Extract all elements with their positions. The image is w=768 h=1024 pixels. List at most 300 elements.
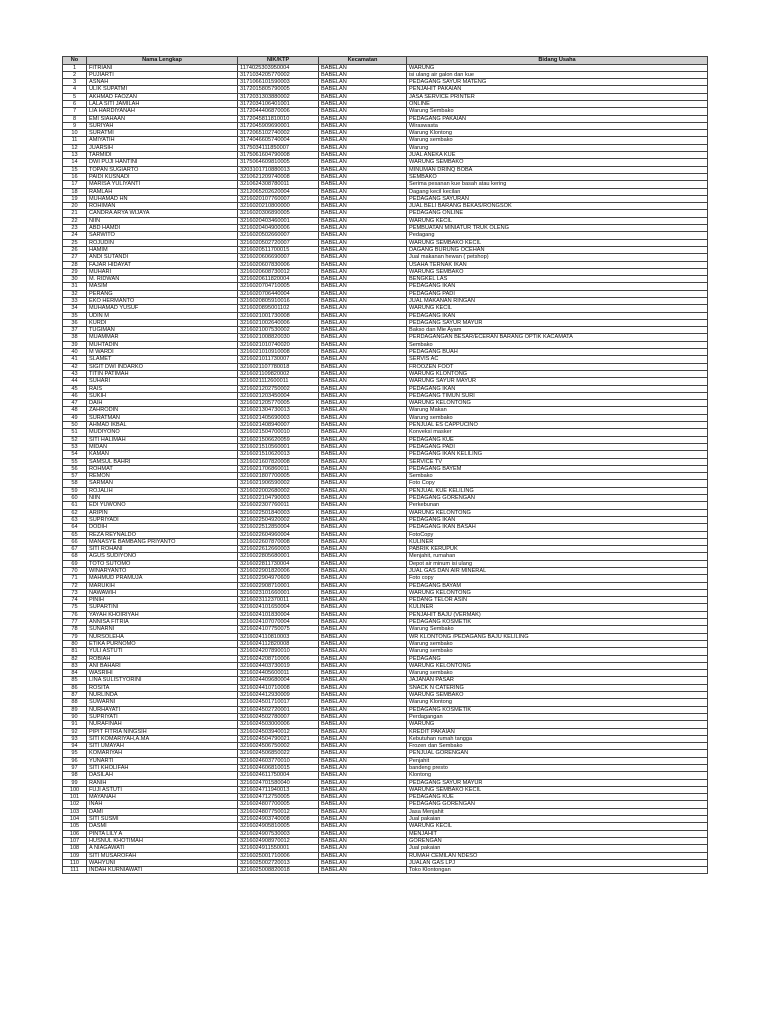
cell-nik-ktp: 3216024905810005 [238,823,319,830]
cell-nama-lengkap: MUHTADIN [87,341,238,348]
cell-nama-lengkap: LINA SULISTYORINI [87,677,238,684]
cell-nama-lengkap: SUHARI [87,378,238,385]
cell-bidang-usaha: Perdagangan [407,713,708,720]
table-row [63,743,708,750]
cell-bidang-usaha: JAJANAN PASAR [407,677,708,684]
cell-no: 53 [63,443,87,450]
table-row [63,152,708,159]
cell-nama-lengkap: HUSNUL KHOTIMAH [87,837,238,844]
table-row [63,845,708,852]
cell-kecamatan: BABELAN [319,115,407,122]
cell-bidang-usaha: WARUNG KECIL [407,823,708,830]
cell-no: 100 [63,786,87,793]
cell-no: 15 [63,166,87,173]
cell-bidang-usaha: PEDAGANG IKAN [407,385,708,392]
cell-nama-lengkap: DASILAH [87,772,238,779]
table-row [63,64,708,71]
cell-bidang-usaha: SERVIS AC [407,356,708,363]
cell-kecamatan: BABELAN [319,567,407,574]
table-row [63,268,708,275]
cell-nama-lengkap: TOTO SUTOMO [87,560,238,567]
cell-nama-lengkap: NIIN [87,217,238,224]
cell-nama-lengkap: PIPIT FITRIA NINGSIH [87,728,238,735]
cell-nik-ktp: 3216024208710006 [238,655,319,662]
cell-nik-ktp: 3216021109820002 [238,370,319,377]
cell-bidang-usaha: WARUNG KLONTONG [407,370,708,377]
cell-kecamatan: BABELAN [319,414,407,421]
cell-no: 35 [63,312,87,319]
cell-kecamatan: BABELAN [319,334,407,341]
table-row [63,246,708,253]
spreadsheet-sheet [62,56,707,874]
cell-no: 87 [63,692,87,699]
table-row [63,582,708,589]
cell-no: 61 [63,502,87,509]
cell-bidang-usaha: PEDAGANG PADI [407,290,708,297]
cell-kecamatan: BABELAN [319,210,407,217]
cell-bidang-usaha: Warung Sembako [407,626,708,633]
table-row [63,670,708,677]
cell-nama-lengkap: SIGIT DWI INDARKO [87,363,238,370]
cell-kecamatan: BABELAN [319,363,407,370]
table-row [63,728,708,735]
cell-nama-lengkap: MUHARI [87,268,238,275]
table-row [63,166,708,173]
cell-kecamatan: BABELAN [319,429,407,436]
cell-nama-lengkap: PERANG [87,290,238,297]
cell-bidang-usaha: WARUNG SEMBAKO KECIL [407,239,708,246]
cell-kecamatan: BABELAN [319,867,407,874]
table-row [63,319,708,326]
cell-kecamatan: BABELAN [319,436,407,443]
cell-nama-lengkap: TUGIMAN [87,327,238,334]
cell-nama-lengkap: SUNARNI [87,626,238,633]
cell-bidang-usaha: PEDAGANG BAYEM [407,465,708,472]
cell-kecamatan: BABELAN [319,619,407,626]
cell-nik-ktp: 3216021001730008 [238,312,319,319]
cell-nik-ktp: 3216021010910008 [238,349,319,356]
cell-nama-lengkap: M WARDI [87,349,238,356]
cell-kecamatan: BABELAN [319,706,407,713]
table-row [63,655,708,662]
cell-bidang-usaha: Jual pakaian [407,816,708,823]
cell-kecamatan: BABELAN [319,181,407,188]
cell-nama-lengkap: WASRIHI [87,670,238,677]
cell-kecamatan: BABELAN [319,312,407,319]
cell-no: 98 [63,772,87,779]
cell-nama-lengkap: MAHMUD PRAMUJA [87,575,238,582]
cell-bidang-usaha: Sembako [407,473,708,480]
cell-nik-ktp: 3172065102740002 [238,130,319,137]
cell-nik-ktp: 3216020210800000 [238,203,319,210]
table-row [63,349,708,356]
cell-bidang-usaha: PEDAGANG IKAN [407,516,708,523]
cell-nama-lengkap: DAIH [87,400,238,407]
cell-no: 73 [63,589,87,596]
cell-no: 65 [63,531,87,538]
cell-no: 69 [63,560,87,567]
cell-nik-ktp: 3216023101660001 [238,589,319,596]
cell-bidang-usaha: FotoCopy [407,531,708,538]
cell-nik-ktp: 3216020608730012 [238,268,319,275]
cell-kecamatan: BABELAN [319,816,407,823]
cell-kecamatan: BABELAN [319,648,407,655]
cell-nik-ktp: 3216024611750004 [238,772,319,779]
cell-nama-lengkap: EKO HERMANTO [87,298,238,305]
cell-nik-ktp: 3216024503940012 [238,728,319,735]
cell-no: 75 [63,604,87,611]
table-row [63,546,708,553]
cell-bidang-usaha: WARUNG [407,721,708,728]
cell-nik-ktp: 3175034111850007 [238,144,319,151]
table-row [63,516,708,523]
cell-bidang-usaha: Warung sembako [407,670,708,677]
cell-nama-lengkap: SITI HALIMAH [87,436,238,443]
cell-no: 89 [63,706,87,713]
cell-bidang-usaha: PEDAGANG SAYUR MAYUR [407,319,708,326]
cell-nik-ktp: 3216025001710006 [238,852,319,859]
cell-nik-ktp: 3216020607830006 [238,261,319,268]
cell-nama-lengkap: MUHAMAD YUSUF [87,305,238,312]
header-nama-lengkap: Nama Lengkap [87,57,238,65]
table-row [63,188,708,195]
cell-no: 72 [63,582,87,589]
cell-no: 60 [63,495,87,502]
cell-nama-lengkap: WAHYUNI [87,859,238,866]
cell-nama-lengkap: SITI UMAYAH [87,743,238,750]
cell-nama-lengkap: MARISA YULIYANTI [87,181,238,188]
cell-bidang-usaha: PEDAGANG SAYUR MATENG [407,79,708,86]
cell-nik-ktp: 3216020511700015 [238,246,319,253]
cell-bidang-usaha: JUALAN GAS LPJ [407,859,708,866]
cell-bidang-usaha: Perkebunan [407,502,708,509]
table-row [63,451,708,458]
cell-nama-lengkap: REMON [87,473,238,480]
cell-no: 55 [63,458,87,465]
table-row [63,597,708,604]
cell-kecamatan: BABELAN [319,458,407,465]
cell-nik-ktp: 3216021007530002 [238,327,319,334]
cell-no: 46 [63,392,87,399]
cell-nama-lengkap: CANDRA ARYA WIJAYA [87,210,238,217]
cell-nik-ktp: 3216025008820018 [238,867,319,874]
table-row [63,772,708,779]
cell-bidang-usaha: KULINER [407,604,708,611]
table-row [63,692,708,699]
cell-kecamatan: BABELAN [319,801,407,808]
cell-kecamatan: BABELAN [319,502,407,509]
cell-kecamatan: BABELAN [319,808,407,815]
cell-nama-lengkap: ROJUDIN [87,239,238,246]
cell-nik-ktp: 3172044406870006 [238,108,319,115]
cell-bidang-usaha: PEDAGANG IKAN [407,312,708,319]
table-row [63,611,708,618]
cell-no: 50 [63,422,87,429]
table-row [63,560,708,567]
cell-nama-lengkap: SITI KHOLIFAH [87,765,238,772]
cell-bidang-usaha: WARUNG KELONTONG [407,662,708,669]
cell-bidang-usaha: Depot air minum isi ulang [407,560,708,567]
cell-bidang-usaha: FROOZEN FOOT [407,363,708,370]
cell-nama-lengkap: ASNAH [87,79,238,86]
cell-kecamatan: BABELAN [319,378,407,385]
cell-kecamatan: BABELAN [319,670,407,677]
cell-nik-ktp: 3216024409680004 [238,677,319,684]
cell-bidang-usaha: PEDAGANG KOSMETIK [407,619,708,626]
cell-nik-ktp: 3216022504920002 [238,516,319,523]
table-row [63,713,708,720]
cell-nik-ktp: 3216021002640006 [238,319,319,326]
cell-kecamatan: BABELAN [319,195,407,202]
cell-nama-lengkap: TITIN PATIMAH [87,370,238,377]
cell-kecamatan: BABELAN [319,370,407,377]
cell-nik-ktp: 3216021906590002 [238,480,319,487]
cell-no: 26 [63,246,87,253]
cell-nama-lengkap: A NIAGAWATI [87,845,238,852]
header-kecamatan: Kecamatan [319,57,407,65]
cell-no: 51 [63,429,87,436]
cell-nik-ktp: 3216020502660007 [238,232,319,239]
cell-no: 29 [63,268,87,275]
table-row [63,407,708,414]
cell-bidang-usaha: WARUNG KELONTONG [407,509,708,516]
cell-no: 104 [63,816,87,823]
table-row [63,706,708,713]
cell-kecamatan: BABELAN [319,203,407,210]
table-row [63,735,708,742]
cell-nik-ktp: 3216022607870008 [238,538,319,545]
cell-bidang-usaha: SEMBAKO [407,173,708,180]
cell-nik-ktp: 3172034106401001 [238,100,319,107]
cell-nik-ktp: 3216024107750075 [238,626,319,633]
cell-bidang-usaha: Foto Copy [407,480,708,487]
cell-no: 86 [63,684,87,691]
cell-nama-lengkap: SURATMI [87,130,238,137]
cell-nik-ktp: 3216022901820006 [238,567,319,574]
cell-nik-ktp: 3216024911550001 [238,845,319,852]
cell-bidang-usaha: PEDAGANG PADI [407,443,708,450]
table-row [63,385,708,392]
cell-nik-ktp: 3175061604790008 [238,152,319,159]
cell-no: 54 [63,451,87,458]
table-row [63,867,708,874]
cell-kecamatan: BABELAN [319,159,407,166]
cell-bidang-usaha: PEDAGANG SAYUR MAYUR [407,779,708,786]
cell-bidang-usaha: Warung Makan [407,407,708,414]
cell-nik-ktp: 3216024712750005 [238,794,319,801]
cell-nama-lengkap: MARUKIH [87,582,238,589]
cell-kecamatan: BABELAN [319,305,407,312]
cell-kecamatan: BABELAN [319,144,407,151]
cell-nama-lengkap: SUWARNI [87,699,238,706]
cell-nik-ktp: 3216024502780007 [238,713,319,720]
cell-bidang-usaha: PENJUAL KUE KELILING [407,487,708,494]
cell-no: 52 [63,436,87,443]
table-row [63,93,708,100]
cell-bidang-usaha: PEDAGANG IKAN BASAH [407,524,708,531]
cell-kecamatan: BABELAN [319,137,407,144]
cell-kecamatan: BABELAN [319,772,407,779]
cell-kecamatan: BABELAN [319,108,407,115]
cell-nik-ktp: 3216021510620013 [238,451,319,458]
cell-nik-ktp: 3203101710880013 [238,166,319,173]
cell-nik-ktp: 3216022904970609 [238,575,319,582]
table-row [63,801,708,808]
cell-kecamatan: BABELAN [319,349,407,356]
cell-nama-lengkap: SUPRIYADI [87,516,238,523]
cell-nik-ktp: 3216020704710005 [238,283,319,290]
cell-nama-lengkap: ABD HAMDI [87,225,238,232]
cell-no: 102 [63,801,87,808]
cell-no: 70 [63,567,87,574]
cell-no: 43 [63,370,87,377]
cell-nik-ktp: 3216021510560001 [238,443,319,450]
table-row [63,816,708,823]
cell-no: 37 [63,327,87,334]
table-row [63,225,708,232]
cell-nama-lengkap: EDI YUWONO [87,502,238,509]
cell-no: 79 [63,633,87,640]
cell-no: 81 [63,648,87,655]
cell-no: 90 [63,713,87,720]
cell-bidang-usaha: Warung [407,144,708,151]
cell-no: 2 [63,71,87,78]
cell-no: 91 [63,721,87,728]
table-row [63,626,708,633]
cell-no: 64 [63,524,87,531]
cell-bidang-usaha: ONLINE [407,100,708,107]
cell-nama-lengkap: MASIM [87,283,238,290]
cell-bidang-usaha: PEDAGANG KOSMETIK [407,706,708,713]
cell-nama-lengkap: ROSITA [87,684,238,691]
cell-nama-lengkap: MUHAMAD HN [87,195,238,202]
cell-bidang-usaha: GORENGAN [407,837,708,844]
cell-nik-ktp: 3216021203450004 [238,392,319,399]
cell-nik-ktp: 3216024603770010 [238,757,319,764]
cell-nik-ktp: 3216024907530003 [238,830,319,837]
cell-bidang-usaha: Klontong [407,772,708,779]
cell-no: 99 [63,779,87,786]
cell-nik-ktp: 3172031303880002 [238,93,319,100]
cell-no: 7 [63,108,87,115]
cell-nama-lengkap: KOMARIYAH [87,750,238,757]
table-row [63,79,708,86]
cell-nik-ktp: 3216022811730004 [238,560,319,567]
cell-kecamatan: BABELAN [319,779,407,786]
table-row [63,210,708,217]
cell-nik-ktp: 3216024405600011 [238,670,319,677]
cell-kecamatan: BABELAN [319,728,407,735]
cell-kecamatan: BABELAN [319,217,407,224]
cell-no: 34 [63,305,87,312]
cell-kecamatan: BABELAN [319,79,407,86]
table-row [63,502,708,509]
cell-kecamatan: BABELAN [319,239,407,246]
cell-nama-lengkap: NIIN [87,495,238,502]
cell-nik-ktp: 3216024504790021 [238,735,319,742]
cell-kecamatan: BABELAN [319,480,407,487]
cell-no: 78 [63,626,87,633]
cell-kecamatan: BABELAN [319,122,407,129]
cell-nama-lengkap: SITI KOMARIYAH,A.MA [87,735,238,742]
cell-no: 4 [63,86,87,93]
table-row [63,327,708,334]
cell-no: 82 [63,655,87,662]
cell-nama-lengkap: SITI MUSAROFAH [87,852,238,859]
cell-nama-lengkap: RAMLAH [87,188,238,195]
cell-bidang-usaha: Jasa Menjahit [407,808,708,815]
cell-bidang-usaha: WARUNG KELONTONG [407,400,708,407]
cell-nik-ktp: 3216021112600011 [238,378,319,385]
cell-bidang-usaha: Dagang kecil kecilan [407,188,708,195]
cell-kecamatan: BABELAN [319,422,407,429]
cell-nik-ktp: 3216020606690007 [238,254,319,261]
table-row [63,662,708,669]
cell-nik-ktp: 3216023112370011 [238,597,319,604]
table-row [63,677,708,684]
cell-kecamatan: BABELAN [319,750,407,757]
cell-nama-lengkap: HAMIM [87,246,238,253]
cell-bidang-usaha: PEDAGANG [407,655,708,662]
cell-kecamatan: BABELAN [319,662,407,669]
cell-no: 6 [63,100,87,107]
cell-bidang-usaha: PENJAHIT BAJU (VERMAK) [407,611,708,618]
cell-nama-lengkap: MUDIYONO [87,429,238,436]
cell-no: 110 [63,859,87,866]
cell-nik-ktp: 3216024101830004 [238,611,319,618]
cell-nama-lengkap: ANDI SUTANDI [87,254,238,261]
cell-nik-ktp: 3216022002680002 [238,487,319,494]
cell-bidang-usaha: PENJUAL ES CAPPUCINO [407,422,708,429]
cell-no: 106 [63,830,87,837]
cell-nama-lengkap: KAMAN [87,451,238,458]
cell-bidang-usaha: Warung sembako [407,137,708,144]
cell-kecamatan: BABELAN [319,633,407,640]
cell-bidang-usaha: Warung sembako [407,648,708,655]
cell-nama-lengkap: SARMAN [87,480,238,487]
cell-no: 11 [63,137,87,144]
cell-bidang-usaha: PEDAGANG GORENGAN [407,495,708,502]
cell-nik-ktp: 3216020611820004 [238,276,319,283]
cell-no: 88 [63,699,87,706]
cell-kecamatan: BABELAN [319,246,407,253]
cell-kecamatan: BABELAN [319,546,407,553]
cell-no: 71 [63,575,87,582]
cell-no: 57 [63,473,87,480]
table-row [63,305,708,312]
cell-kecamatan: BABELAN [319,93,407,100]
cell-nik-ktp: 3216021504700010 [238,429,319,436]
table-row [63,276,708,283]
cell-no: 108 [63,845,87,852]
cell-bidang-usaha: RUMAH CEMILAN NDESO [407,852,708,859]
cell-kecamatan: BABELAN [319,589,407,596]
cell-bidang-usaha: WARUNG KELONTONG [407,589,708,596]
cell-kecamatan: BABELAN [319,392,407,399]
cell-kecamatan: BABELAN [319,188,407,195]
cell-no: 21 [63,210,87,217]
cell-nama-lengkap: PAIDI KUSNADI [87,173,238,180]
cell-kecamatan: BABELAN [319,560,407,567]
cell-no: 25 [63,239,87,246]
cell-kecamatan: BABELAN [319,597,407,604]
cell-kecamatan: BABELAN [319,859,407,866]
cell-bidang-usaha: Jual pakaian [407,845,708,852]
cell-nama-lengkap: NURSOLEHA [87,633,238,640]
cell-nik-ktp: 3216020403460001 [238,217,319,224]
cell-bidang-usaha: PEDAGANG KUE [407,794,708,801]
cell-bidang-usaha: Sembako [407,341,708,348]
